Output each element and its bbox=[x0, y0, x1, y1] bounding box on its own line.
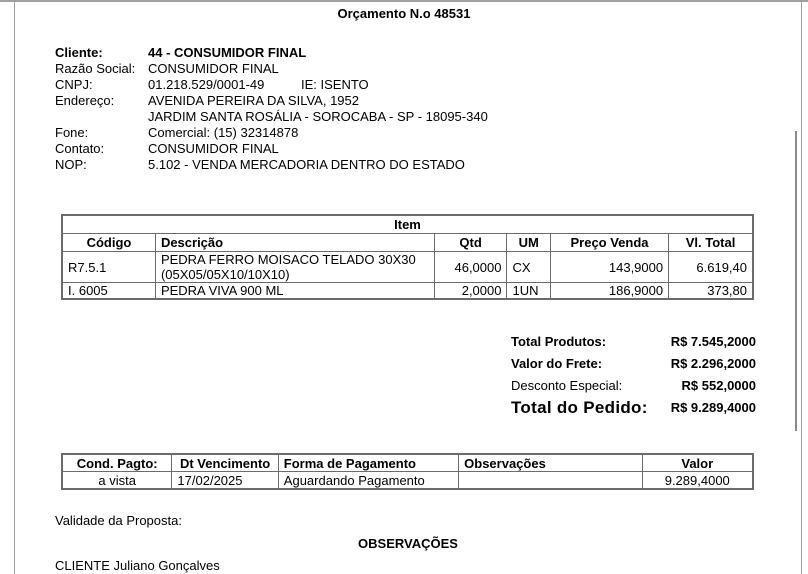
total-pedido-row bbox=[511, 397, 756, 419]
col-forma-pagamento: Forma de Pagamento bbox=[278, 454, 458, 472]
desconto-label: Desconto Especial: bbox=[511, 378, 623, 393]
col-valor: Valor bbox=[642, 454, 753, 472]
col-observacoes: Observações bbox=[459, 454, 642, 472]
cliente-value: 44 - CONSUMIDOR FINAL bbox=[148, 45, 307, 60]
cell-qtd: 46,0000 bbox=[434, 252, 507, 283]
total-produtos-label: Total Produtos: bbox=[511, 334, 607, 349]
nop-label: NOP: bbox=[55, 157, 87, 172]
cnpj-value: 01.218.529/0001-49 bbox=[148, 77, 265, 92]
desconto-row bbox=[511, 375, 756, 397]
col-dt-vencimento: Dt Vencimento bbox=[172, 454, 278, 472]
items-header-row bbox=[62, 234, 753, 252]
vertical-scrollbar[interactable] bbox=[795, 131, 797, 431]
items-caption: Item bbox=[62, 215, 753, 234]
payment-table bbox=[61, 453, 754, 490]
cell-valor: 9.289,4000 bbox=[642, 472, 753, 490]
ie-value: IE: ISENTO bbox=[301, 77, 369, 92]
razao-social-value: CONSUMIDOR FINAL bbox=[148, 61, 279, 76]
descricao-line2: (05X05/05X10/10X10) bbox=[160, 267, 290, 282]
fone-value: Comercial: (15) 32314878 bbox=[148, 125, 299, 140]
items-table bbox=[61, 214, 754, 300]
table-row bbox=[62, 283, 753, 300]
observacao-text: CLIENTE Juliano Gonçalves bbox=[55, 558, 220, 573]
col-codigo: Código bbox=[62, 234, 155, 252]
total-produtos-value: R$ 7.545,2000 bbox=[670, 334, 756, 349]
cell-vencimento: 17/02/2025 bbox=[172, 472, 278, 490]
document-title: Orçamento N.o 48531 bbox=[337, 6, 471, 21]
col-preco-venda: Preço Venda bbox=[550, 234, 668, 252]
cell-cond-pagto: a vista bbox=[62, 472, 172, 490]
frame-top-border bbox=[0, 0, 808, 2]
observacoes-title: OBSERVAÇÕES bbox=[358, 536, 458, 551]
cell-preco: 186,9000 bbox=[550, 283, 668, 300]
validade-proposta: Validade da Proposta: bbox=[55, 513, 182, 528]
cliente-label: Cliente: bbox=[55, 45, 103, 60]
nop-value: 5.102 - VENDA MERCADORIA DENTRO DO ESTADO bbox=[148, 157, 465, 172]
cell-um: 1UN bbox=[507, 283, 550, 300]
valor-frete-label: Valor do Frete: bbox=[511, 356, 603, 371]
total-pedido-label: Total do Pedido: bbox=[511, 398, 648, 417]
contato-label: Contato: bbox=[55, 141, 105, 156]
valor-frete-value: R$ 2.296,2000 bbox=[670, 356, 756, 371]
col-um: UM bbox=[507, 234, 550, 252]
cell-codigo: R7.5.1 bbox=[62, 252, 155, 283]
endereco-line1: AVENIDA PEREIRA DA SILVA, 1952 bbox=[148, 93, 359, 108]
col-cond-pagto: Cond. Pagto: bbox=[62, 454, 172, 472]
frame-left-border bbox=[14, 2, 15, 574]
valor-frete-row bbox=[511, 353, 756, 375]
cell-descricao bbox=[155, 252, 434, 283]
fone-label: Fone: bbox=[55, 125, 89, 140]
razao-social-label: Razão Social: bbox=[55, 61, 136, 76]
table-row bbox=[62, 472, 753, 490]
cell-obs bbox=[459, 472, 642, 490]
cnpj-label: CNPJ: bbox=[55, 77, 93, 92]
cell-total: 6.619,40 bbox=[669, 252, 753, 283]
cell-preco: 143,9000 bbox=[550, 252, 668, 283]
contato-value: CONSUMIDOR FINAL bbox=[148, 141, 279, 156]
total-produtos-row bbox=[511, 331, 756, 353]
payment-header-row bbox=[62, 454, 753, 472]
desconto-value: R$ 552,0000 bbox=[681, 378, 756, 393]
table-row bbox=[62, 252, 753, 283]
cell-um: CX bbox=[507, 252, 550, 283]
col-qtd: Qtd bbox=[434, 234, 507, 252]
cell-qtd: 2,0000 bbox=[434, 283, 507, 300]
cell-codigo: I. 6005 bbox=[62, 283, 155, 300]
total-pedido-value: R$ 9.289,4000 bbox=[670, 400, 756, 415]
cell-descricao: PEDRA VIVA 900 ML bbox=[155, 283, 434, 300]
cell-forma: Aguardando Pagamento bbox=[278, 472, 458, 490]
descricao-line1: PEDRA FERRO MOISACO TELADO 30X30 bbox=[160, 252, 416, 267]
endereco-label: Endereço: bbox=[55, 93, 115, 108]
cell-total: 373,80 bbox=[669, 283, 753, 300]
frame-right-border bbox=[801, 2, 802, 574]
col-descricao: Descrição bbox=[155, 234, 434, 252]
totals-block bbox=[511, 331, 756, 419]
col-vl-total: Vl. Total bbox=[669, 234, 753, 252]
endereco-line2: JARDIM SANTA ROSÁLIA - SOROCABA - SP - 18095-340 bbox=[148, 109, 488, 124]
